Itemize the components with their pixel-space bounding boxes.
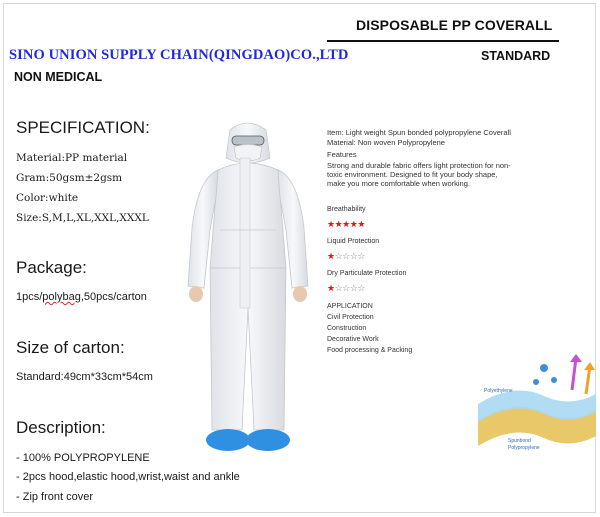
application-item: Decorative Work — [327, 336, 379, 343]
star-empty-icon: ☆ — [357, 283, 365, 293]
star-filled-icon: ★ — [327, 283, 335, 293]
fabric-label-bottom-2: Polypropylene — [508, 445, 540, 451]
star-filled-icon: ★ — [349, 219, 358, 229]
star-empty-icon: ☆ — [342, 251, 350, 261]
particulate-protection-rating — [327, 283, 365, 294]
breathability-rating — [327, 219, 365, 230]
spec-size: Size:S,M,L,XL,XXL,XXXL — [16, 212, 149, 224]
particulate-protection-label: Dry Particulate Protection — [327, 270, 407, 277]
application-label: APPLICATION — [327, 303, 373, 310]
package-text-a: 1pcs/ — [16, 291, 43, 303]
liquid-protection-rating — [327, 251, 365, 262]
product-title: DISPOSABLE PP COVERALL — [356, 17, 553, 33]
info-features-text-3: make you more comfortable when working. — [327, 179, 470, 188]
grade-label: STANDARD — [481, 49, 551, 63]
star-filled-icon: ★ — [334, 219, 343, 229]
star-empty-icon: ☆ — [357, 251, 365, 261]
star-filled-icon: ★ — [327, 219, 335, 229]
liquid-protection-label: Liquid Protection — [327, 238, 380, 245]
info-features-label: Features — [327, 150, 357, 159]
star-empty-icon: ☆ — [349, 251, 358, 261]
star-filled-icon: ★ — [357, 219, 365, 229]
package-text — [16, 291, 147, 303]
spec-material: Material:PP material — [16, 152, 128, 164]
star-filled-icon: ★ — [327, 251, 335, 261]
medical-status-label: NON MEDICAL — [14, 70, 103, 84]
spec-gram: Gram:50gsm±2gsm — [16, 172, 123, 184]
carton-size-text: Standard:49cm*33cm*54cm — [16, 371, 153, 383]
coverall-photo — [180, 118, 315, 463]
spec-color: Color:white — [16, 192, 79, 204]
star-empty-icon: ☆ — [334, 251, 343, 261]
description-heading: Description: — [16, 418, 106, 437]
package-text-c: ,50pcs/carton — [80, 291, 147, 303]
description-item: - 100% POLYPROPYLENE — [16, 452, 150, 464]
star-empty-icon: ☆ — [342, 283, 350, 293]
star-filled-icon: ★ — [342, 219, 350, 229]
application-item: Construction — [327, 325, 367, 332]
info-features-text-2: toxic environment. Designed to fit your body shape, — [327, 170, 498, 179]
application-item: Civil Protection — [327, 314, 374, 321]
carton-heading: Size of carton: — [16, 338, 125, 357]
info-material: Material: Non woven Polypropylene — [327, 138, 445, 147]
description-item: - Zip front cover — [16, 491, 94, 503]
package-text-polybag: polybag — [42, 291, 81, 303]
star-empty-icon: ☆ — [334, 283, 343, 293]
company-name: SINO UNION SUPPLY CHAIN(QINGDAO)CO.,LTD — [9, 47, 349, 63]
application-item: Food processing & Packing — [327, 347, 413, 354]
info-features-text-1: Strong and durable fabric offers light protection for non- — [327, 161, 511, 170]
title-underline — [327, 40, 559, 42]
package-heading: Package: — [16, 258, 87, 277]
star-empty-icon: ☆ — [349, 283, 358, 293]
fabric-label-top: Polyethylene — [484, 388, 513, 394]
description-item: - 2pcs hood,elastic hood,wrist,waist and ankle — [16, 471, 240, 483]
fabric-layer-illustration — [474, 350, 598, 462]
info-item: Item: Light weight Spun bonded polypropylene Coverall — [327, 128, 511, 137]
breathability-label: Breathability — [327, 206, 366, 213]
specification-heading: SPECIFICATION: — [16, 118, 150, 137]
fabric-label-bottom-1: Spunbond — [508, 438, 531, 444]
